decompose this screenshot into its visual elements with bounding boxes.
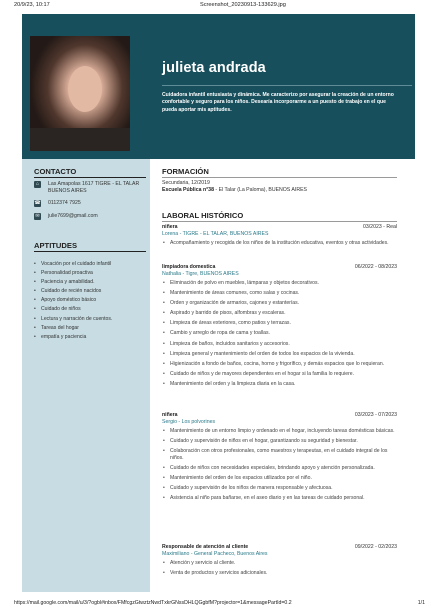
- print-timestamp: 20/9/23, 10:17: [14, 2, 50, 8]
- job-header: [162, 544, 397, 551]
- laboral-title: LABORAL HISTÓRICO: [162, 211, 244, 220]
- job-duty: • Venta de productos y servicios adicionales.: [162, 570, 397, 577]
- photo-shirt: [30, 128, 130, 151]
- job-role: niñera: [162, 412, 178, 418]
- job-duty: • Limpieza general y mantenimiento del orden de todos los espacios de la vivienda.: [162, 351, 397, 358]
- print-page-number: 1/1: [417, 600, 425, 606]
- contact-rule: [34, 177, 146, 178]
- aptitude-item: • Vocación por el cuidado infantil: [34, 260, 146, 269]
- print-title: Screenshot_20230913-133629.jpg: [200, 2, 286, 8]
- name-underline: [162, 85, 412, 86]
- job-duty: • Cambio y arreglo de ropa de cama y toallas.: [162, 330, 397, 337]
- job-duties: [162, 428, 397, 502]
- photo-face: [68, 66, 102, 112]
- contact-email[interactable]: julie7699@gmail.com: [48, 213, 98, 219]
- formacion-rule: [162, 177, 397, 178]
- job-role: Responsable de atención al cliente: [162, 544, 249, 550]
- job-header: [162, 224, 397, 231]
- job-entry: [162, 224, 397, 250]
- aptitude-item: • empatía y paciencia: [34, 333, 146, 342]
- job-header: [162, 264, 397, 271]
- aptitudes-title: APTITUDES: [34, 241, 78, 250]
- job-dates: 03/2023 - 07/2023: [354, 412, 397, 418]
- job-company: Lorena - TIGRE - EL TALAR, BUENOS AIRES: [162, 231, 269, 237]
- email-icon: ✉: [35, 213, 40, 219]
- job-duty: • Atención y servicio al cliente.: [162, 560, 397, 567]
- job-dates: 03/2023 - Real: [362, 224, 397, 230]
- job-duty: • Eliminación de polvo en muebles, lámparas y objetos decorativos.: [162, 280, 397, 287]
- aptitude-item: • Personalidad proactiva: [34, 269, 146, 278]
- job-duties: [162, 560, 397, 577]
- job-duty: • Cuidado de niños con necesidades especiales, brindando apoyo y atención personalizada.: [162, 465, 397, 472]
- job-dates: 06/2022 - 08/2023: [354, 264, 397, 270]
- resume-page: [22, 14, 415, 592]
- job-duties: [162, 280, 397, 388]
- formacion-school: [162, 187, 397, 194]
- job-duty: • Mantenimiento de un entorno limpio y ordenado en el hogar, incluyendo tareas domésticas básicas.: [162, 428, 397, 435]
- formacion-title: FORMACIÓN: [162, 167, 209, 176]
- job-header: [162, 412, 397, 419]
- job-duty: • Acompañamiento y recogida de los niños de la institución educativa, eventos y otras actividades.: [162, 240, 397, 247]
- laboral-rule: [162, 221, 397, 222]
- job-duty: • Mantenimiento del orden y la limpieza diaria en la casa.: [162, 381, 397, 388]
- aptitude-item: • Tareas del hogar: [34, 324, 146, 333]
- job-duty: • Cuidado de niños y de mayores dependientes en el hogar si la familia lo requiere.: [162, 371, 397, 378]
- aptitude-item: • Apoyo doméstico básico: [34, 296, 146, 305]
- formacion-school-location: - El Talar (La Paloma), BUENOS AIRES: [213, 187, 307, 193]
- candidate-name: julieta andrada: [162, 60, 266, 76]
- job-duty: • Limpieza de baños, incluidos sanitarios y accesorios.: [162, 341, 397, 348]
- job-duty: • Cuidado y supervisión de niños en el hogar, garantizando su seguridad y bienestar.: [162, 438, 397, 445]
- print-url[interactable]: https://mail.google.com/mail/u/3/?ogbl#inbox/FMfcgzGtwztzNwdTxkrGNssDHLQGgbfM?projector=1&messagePartId=0.2: [14, 600, 292, 606]
- job-role: niñera: [162, 224, 178, 230]
- job-duty: • Mantenimiento del orden de los espacios utilizados por el niño.: [162, 475, 397, 482]
- header-fold-decoration: [132, 139, 150, 159]
- job-role: limpiadora domestica: [162, 264, 216, 270]
- job-duty: • Colaboración con otros profesionales, como maestros y terapeutas, en el cuidado integral de los niños.: [162, 448, 397, 461]
- job-duty: • Asistencia al niño para bañarse, en el aseo diario y en las tareas de cuidado personal.: [162, 495, 397, 502]
- job-duty: • Aspirado y barrido de pisos, alfombras y escaleras.: [162, 310, 397, 317]
- job-duty: • Orden y organización de armarios, cajones y estanterías.: [162, 300, 397, 307]
- job-dates: 09/2022 - 02/2023: [354, 544, 397, 550]
- aptitudes-list: [34, 260, 146, 342]
- phone-icon: ☎: [34, 200, 41, 206]
- job-company: Nathalia - Tigre, BUENOS AIRES: [162, 271, 239, 277]
- aptitude-item: • Cuidado de niños: [34, 305, 146, 314]
- job-duty: • Limpieza de áreas exteriores, como patios y terrazas.: [162, 320, 397, 327]
- contact-address: Las Amapolas 1617 TIGRE - EL TALAR BUENOS AIRES: [48, 181, 140, 194]
- aptitude-item: • Cuidado de recién nacidos: [34, 287, 146, 296]
- job-entry: [162, 544, 397, 580]
- browser-print-footer: [0, 600, 435, 609]
- aptitude-item: • Paciencia y amabilidad.: [34, 278, 146, 287]
- browser-print-header: [0, 2, 435, 12]
- job-entry: [162, 412, 397, 505]
- formacion-school-name: Escuela Pública n°38: [162, 187, 214, 193]
- aptitude-item: • Lectura y narración de cuentos.: [34, 315, 146, 324]
- job-entry: [162, 264, 397, 391]
- profile-summary: Cuidadora infantil entusiasta y dinámica. Me caracterizo por asegurar la creación de un entorno confortable y seguro para los niños. Desearía incorporarme a un puesto de trabajo en el que pueda aportar mis aptitudes.: [162, 92, 394, 113]
- job-duty: • Mantenimiento de áreas comunes, como salas y cocinas.: [162, 290, 397, 297]
- aptitudes-rule: [34, 251, 146, 252]
- job-company: Maximiliano - General Pacheco, Buenos Aires: [162, 551, 268, 557]
- profile-photo: [30, 36, 130, 151]
- contact-title: CONTACTO: [34, 167, 77, 176]
- formacion-degree: Secundaria, 12/2019: [162, 180, 210, 186]
- job-company: Sergio - Los polvorines: [162, 419, 216, 425]
- job-duty: • Cuidado y supervisión de los niños de manera responsable y afectuosa.: [162, 485, 397, 492]
- contact-phone: 0112374 7925: [48, 200, 81, 206]
- job-duties: [162, 240, 397, 247]
- job-duty: • Higienización a fondo de baños, cocina, horno y frigorífico, y demás espacios que lo requieran.: [162, 361, 397, 368]
- location-icon: ⌂: [35, 181, 40, 187]
